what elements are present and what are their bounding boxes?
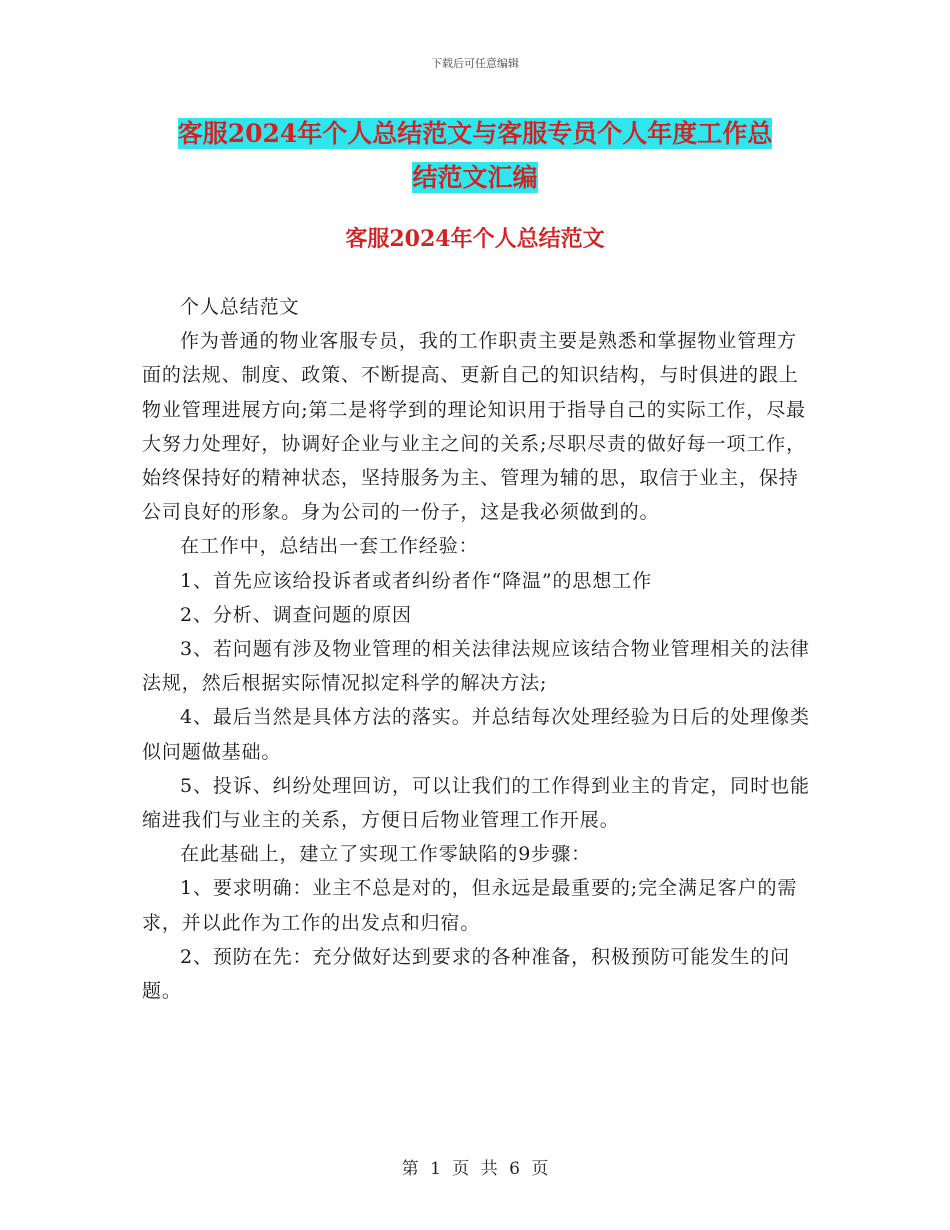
paragraph: 2、分析、调查问题的原因 [180,603,412,626]
paragraph: 3、若问题有涉及物业管理的相关法律法规应该结合物业管理相关的法律法规，然后根据实际情况拟定科学的解决方法; [142,638,810,695]
document-title-line1: 客服2024年个人总结范文与客服专员个人年度工作总 [177,119,773,148]
paragraph: 5、投诉、纠纷处理回访，可以让我们的工作得到业主的肯定，同时也能缩进我们与业主的关系，方便日后物业管理工作开展。 [142,774,810,832]
document-title-line2: 结范文汇编 [412,163,538,192]
document-body [142,290,810,1008]
paragraph: 1、首先应该给投诉者或者纠纷者作“降温”的思想工作 [180,569,653,592]
paragraph: 个人总结范文 [180,296,300,318]
paragraph: 2、预防在先：充分做好达到要求的各种准备，积极预防可能发生的问题。 [142,945,790,1003]
paragraph: 4、最后当然是具体方法的落实。并总结每次处理经验为日后的处理像类似问题做基础。 [142,706,810,763]
section-title: 客服2024年个人总结范文 [345,226,605,252]
paragraph: 在此基础上，建立了实现工作零缺陷的9步骤： [180,843,591,866]
document-title [140,112,810,200]
header-note: 下载后可任意编辑 [431,57,519,70]
page-footer: 第 1 页 共 6 页 [401,1159,549,1179]
paragraph: 1、要求明确：业主不总是对的，但永远是最重要的;完全满足客户的需求，并以此作为工作的出发点和归宿。 [142,877,798,934]
paragraph: 作为普通的物业客服专员，我的工作职责主要是熟悉和掌握物业管理方面的法规、制度、政策、不断提高、更新自己的知识结构，与时俱进的跟上物业管理进展方向;第二是将学到的理论知识用于指导自己的实际工作，尽最大努力处理好，协调好企业与业主之间的关系;尽职尽责的做好每一项工作，始终保持好的精神状态，坚持服务为主、管理为辅的思，取信于业主，保持公司良好的形象。身为公司的一份子，这是我必须做到的。 [142,330,807,524]
paragraph: 在工作中，总结出一套工作经验： [180,535,479,558]
